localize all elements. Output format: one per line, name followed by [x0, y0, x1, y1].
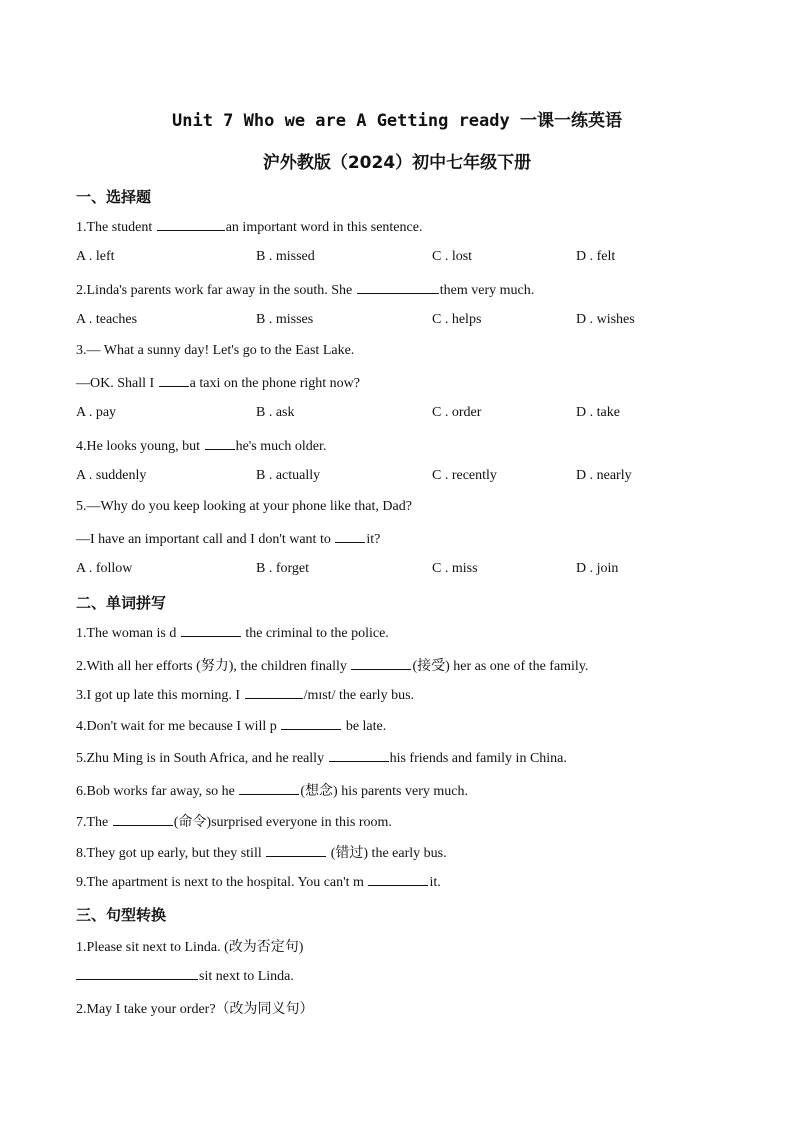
answer-blank[interactable]: [335, 530, 365, 543]
option: C . helps: [432, 312, 482, 327]
answer-blank[interactable]: [239, 782, 299, 795]
transform-line: 1.Please sit next to Linda. (改为否定句): [76, 940, 304, 955]
answer-blank[interactable]: [159, 374, 189, 387]
spelling-line: 2.With all her efforts (努力), the children finally (接受) her as one of the family.: [76, 659, 589, 674]
spelling-line: 1.The woman is d the criminal to the police.: [76, 626, 389, 641]
question-line: —OK. Shall I a taxi on the phone right now?: [76, 376, 360, 391]
option: A . teaches: [76, 312, 138, 327]
spelling-line: 3.I got up late this morning. I /mɪst/ the early bus.: [76, 688, 415, 703]
section-heading-choice: 一、选择题: [76, 188, 152, 206]
option: D . wishes: [576, 312, 635, 327]
answer-blank[interactable]: [245, 686, 303, 699]
spelling-line: 4.Don't wait for me because I will p be late.: [76, 719, 387, 734]
option: A . left: [76, 249, 115, 264]
question-line: —I have an important call and I don't want to it?: [76, 532, 381, 547]
transform-line: 2.May I take your order?（改为同义句）: [76, 1002, 314, 1017]
answer-blank[interactable]: [357, 281, 439, 294]
spelling-line: 6.Bob works far away, so he (想念) his parents very much.: [76, 784, 468, 799]
question-line: 1.The student an important word in this sentence.: [76, 220, 423, 235]
option: C . lost: [432, 249, 473, 264]
answer-blank[interactable]: [368, 873, 428, 886]
option: D . take: [576, 405, 620, 420]
option: C . miss: [432, 561, 478, 576]
answer-blank[interactable]: [351, 657, 411, 670]
option: D . felt: [576, 249, 616, 264]
question-line: 4.He looks young, but he's much older.: [76, 439, 327, 454]
answer-blank[interactable]: [76, 967, 198, 980]
option: A . suddenly: [76, 468, 147, 483]
question-line: 3.— What a sunny day! Let's go to the East Lake.: [76, 343, 355, 358]
option: B . missed: [256, 249, 315, 264]
option: D . nearly: [576, 468, 632, 483]
section-heading-transform: 三、句型转换: [76, 906, 167, 924]
section-heading-spelling: 二、单词拼写: [76, 594, 167, 612]
question-line: 5.—Why do you keep looking at your phone like that, Dad?: [76, 499, 412, 514]
answer-blank[interactable]: [113, 813, 173, 826]
answer-blank[interactable]: [266, 844, 326, 857]
option: B . misses: [256, 312, 314, 327]
spelling-line: 8.They got up early, but they still (错过) the early bus.: [76, 846, 447, 861]
transform-line: sit next to Linda.: [76, 967, 294, 985]
answer-blank[interactable]: [281, 717, 341, 730]
spelling-line: 5.Zhu Ming is in South Africa, and he really his friends and family in China.: [76, 751, 567, 766]
document-title: Unit 7 Who we are A Getting ready 一课一练英语: [172, 111, 622, 131]
option: C . order: [432, 405, 482, 420]
answer-blank[interactable]: [329, 749, 389, 762]
option: B . ask: [256, 405, 295, 420]
option: A . follow: [76, 561, 133, 576]
spelling-line: 7.The (命令)surprised everyone in this room.: [76, 815, 392, 830]
document-subtitle: 沪外教版（2024）初中七年级下册: [262, 153, 532, 173]
answer-blank[interactable]: [181, 624, 241, 637]
question-line: 2.Linda's parents work far away in the south. She them very much.: [76, 283, 535, 298]
option: B . actually: [256, 468, 321, 483]
answer-blank[interactable]: [205, 437, 235, 450]
spelling-line: 9.The apartment is next to the hospital. You can't m it.: [76, 875, 441, 890]
option: B . forget: [256, 561, 310, 576]
option: A . pay: [76, 405, 117, 420]
option: D . join: [576, 561, 619, 576]
answer-blank[interactable]: [157, 218, 225, 231]
option: C . recently: [432, 468, 497, 483]
